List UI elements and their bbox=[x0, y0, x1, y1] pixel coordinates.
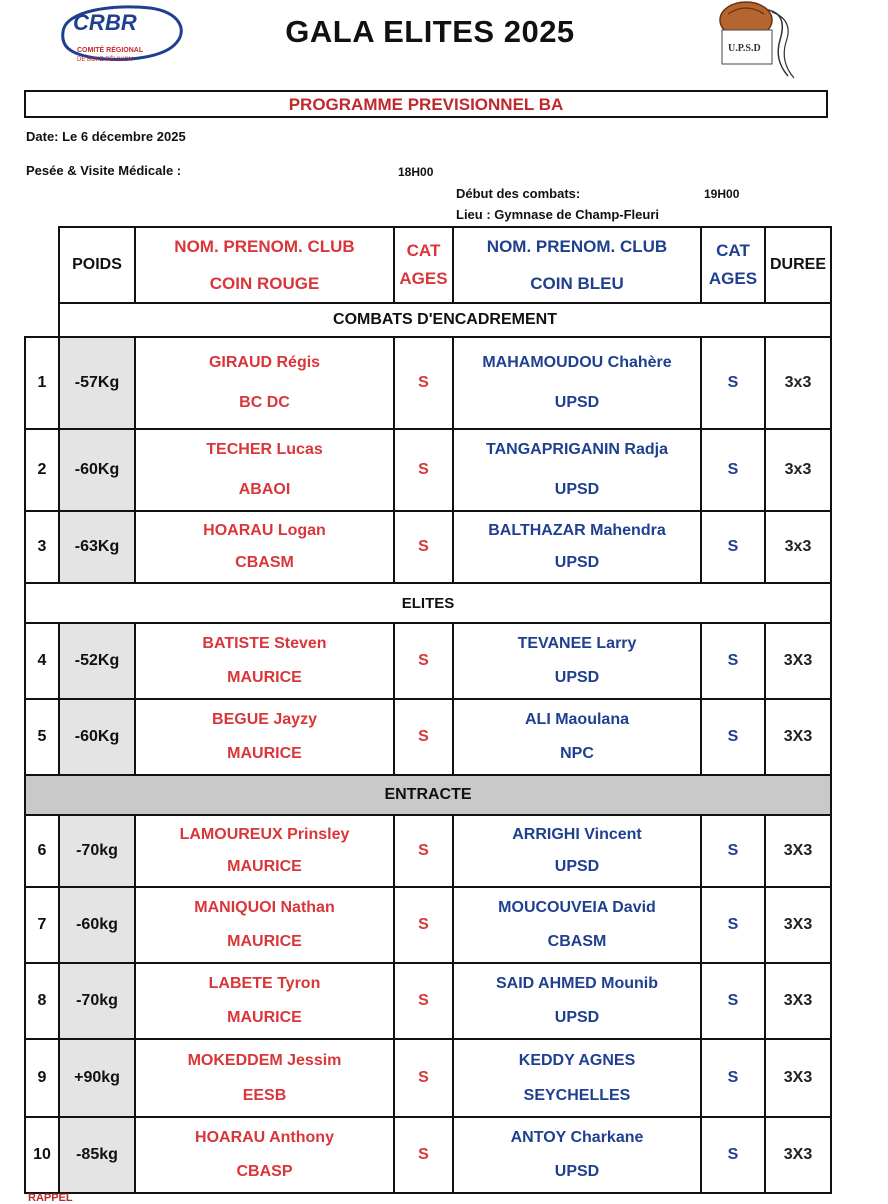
header-cat-red: CAT bbox=[406, 241, 441, 260]
red-fighter bbox=[135, 511, 394, 583]
blue-fighter-club: UPSD bbox=[554, 669, 600, 686]
blue-fighter bbox=[453, 887, 701, 963]
red-fighter-club: MAURICE bbox=[227, 1009, 302, 1026]
blue-fighter-club: UPSD bbox=[554, 481, 600, 498]
blue-category: S bbox=[701, 511, 765, 583]
header-blue-name: NOM. PRENOM. CLUB bbox=[486, 237, 668, 256]
blue-fighter-name: ANTOY Charkane bbox=[510, 1129, 644, 1146]
bout-weight: -85kg bbox=[59, 1117, 135, 1193]
blue-category: S bbox=[701, 1039, 765, 1117]
blue-fighter-club: UPSD bbox=[554, 554, 600, 571]
blue-fighter-club: CBASM bbox=[547, 933, 607, 950]
program-table bbox=[24, 226, 832, 1194]
red-fighter-name: BEGUE Jayzy bbox=[212, 711, 317, 728]
bout-number: 3 bbox=[25, 511, 59, 583]
blue-fighter-club: UPSD bbox=[554, 1163, 600, 1180]
table-row bbox=[25, 1117, 831, 1193]
svg-text:BR: BR bbox=[105, 10, 137, 35]
red-category: S bbox=[394, 1117, 453, 1193]
bout-number: 8 bbox=[25, 963, 59, 1039]
section-row bbox=[25, 583, 831, 623]
header-cat-ages-red bbox=[394, 227, 453, 303]
start-label: Début des combats: bbox=[456, 186, 581, 201]
red-category: S bbox=[394, 337, 453, 429]
section-encadrement: COMBATS D'ENCADREMENT bbox=[59, 303, 831, 337]
red-category: S bbox=[394, 1039, 453, 1117]
red-fighter bbox=[135, 1117, 394, 1193]
blue-fighter bbox=[453, 623, 701, 699]
red-fighter-club: MAURICE bbox=[227, 669, 302, 686]
blue-fighter-club: NPC bbox=[560, 745, 594, 762]
bout-duration: 3X3 bbox=[765, 963, 831, 1039]
blue-category: S bbox=[701, 963, 765, 1039]
blue-category: S bbox=[701, 337, 765, 429]
svg-text:CR: CR bbox=[73, 10, 105, 35]
weigh-in-label: Pesée & Visite Médicale : bbox=[26, 163, 182, 178]
red-fighter bbox=[135, 429, 394, 511]
bout-duration: 3x3 bbox=[765, 337, 831, 429]
bout-duration: 3X3 bbox=[765, 699, 831, 775]
upsd-logo bbox=[708, 0, 800, 80]
blue-fighter-club: UPSD bbox=[554, 394, 600, 411]
blue-fighter bbox=[453, 1039, 701, 1117]
bout-number: 10 bbox=[25, 1117, 59, 1193]
blue-fighter-name: MAHAMOUDOU Chahère bbox=[482, 354, 672, 371]
bout-number: 1 bbox=[25, 337, 59, 429]
blue-fighter-name: ALI Maoulana bbox=[524, 711, 629, 728]
footer-reminder: RAPPEL bbox=[28, 1192, 73, 1204]
red-category: S bbox=[394, 623, 453, 699]
table-header-row bbox=[25, 227, 831, 303]
blue-fighter-name: MOUCOUVEIA David bbox=[498, 899, 656, 916]
red-fighter-club: EESB bbox=[242, 1087, 287, 1104]
red-fighter-name: GIRAUD Régis bbox=[208, 354, 321, 371]
red-fighter-club: CBASP bbox=[236, 1163, 293, 1180]
table-row bbox=[25, 511, 831, 583]
svg-text:U.P.S.D: U.P.S.D bbox=[728, 43, 761, 54]
svg-text:COMITÉ RÉGIONAL: COMITÉ RÉGIONAL bbox=[77, 47, 144, 54]
bout-weight: -60kg bbox=[59, 887, 135, 963]
blue-category: S bbox=[701, 1117, 765, 1193]
section-entracte: ENTRACTE bbox=[25, 775, 831, 815]
header-cat-blue: CAT bbox=[716, 241, 750, 260]
blue-fighter-name: ARRIGHI Vincent bbox=[512, 826, 642, 843]
blue-fighter-club: SEYCHELLES bbox=[523, 1087, 631, 1104]
blue-category: S bbox=[701, 429, 765, 511]
red-fighter bbox=[135, 815, 394, 887]
section-row bbox=[25, 303, 831, 337]
blue-category: S bbox=[701, 887, 765, 963]
weigh-in-time: 18H00 bbox=[398, 165, 434, 179]
bout-weight: -63Kg bbox=[59, 511, 135, 583]
header-red-name: NOM. PRENOM. CLUB bbox=[174, 237, 355, 256]
header-weight: POIDS bbox=[59, 227, 135, 303]
table-row bbox=[25, 623, 831, 699]
bout-weight: -52Kg bbox=[59, 623, 135, 699]
bout-number: 6 bbox=[25, 815, 59, 887]
blue-fighter bbox=[453, 429, 701, 511]
red-fighter bbox=[135, 699, 394, 775]
red-fighter bbox=[135, 887, 394, 963]
red-fighter-name: LAMOUREUX Prinsley bbox=[179, 826, 350, 843]
red-fighter-name: MANIQUOI Nathan bbox=[194, 899, 335, 916]
blue-category: S bbox=[701, 623, 765, 699]
blue-fighter-name: KEDDY AGNES bbox=[518, 1052, 636, 1069]
red-fighter bbox=[135, 963, 394, 1039]
blue-fighter bbox=[453, 337, 701, 429]
blue-fighter-club: UPSD bbox=[554, 1009, 600, 1026]
blue-fighter-club: UPSD bbox=[554, 858, 600, 875]
blue-category: S bbox=[701, 699, 765, 775]
red-fighter-club: ABAOI bbox=[238, 481, 291, 498]
blue-fighter bbox=[453, 815, 701, 887]
svg-text:DE BOXE RÉUNION: DE BOXE RÉUNION bbox=[77, 57, 134, 63]
event-date: Date: Le 6 décembre 2025 bbox=[26, 129, 186, 144]
header-red-corner-label: COIN ROUGE bbox=[209, 274, 320, 293]
bout-weight: -70kg bbox=[59, 963, 135, 1039]
bout-duration: 3X3 bbox=[765, 887, 831, 963]
table-row bbox=[25, 699, 831, 775]
header-blue-corner bbox=[453, 227, 701, 303]
header-duration: DUREE bbox=[765, 227, 831, 303]
red-fighter bbox=[135, 623, 394, 699]
bout-weight: -60Kg bbox=[59, 699, 135, 775]
bout-number: 5 bbox=[25, 699, 59, 775]
blue-fighter-name: TEVANEE Larry bbox=[517, 635, 637, 652]
venue: Lieu : Gymnase de Champ-Fleuri bbox=[456, 207, 659, 222]
start-time: 19H00 bbox=[704, 187, 740, 201]
section-blank bbox=[25, 303, 59, 337]
red-category: S bbox=[394, 511, 453, 583]
bout-duration: 3X3 bbox=[765, 1117, 831, 1193]
blue-fighter bbox=[453, 1117, 701, 1193]
blue-fighter-name: TANGAPRIGANIN Radja bbox=[486, 441, 668, 458]
header-blank bbox=[25, 227, 59, 303]
bout-duration: 3X3 bbox=[765, 623, 831, 699]
bout-number: 7 bbox=[25, 887, 59, 963]
table-row bbox=[25, 815, 831, 887]
red-fighter bbox=[135, 337, 394, 429]
blue-fighter bbox=[453, 963, 701, 1039]
bout-weight: -57Kg bbox=[59, 337, 135, 429]
bout-duration: 3x3 bbox=[765, 511, 831, 583]
header-red-corner bbox=[135, 227, 394, 303]
table-row bbox=[25, 887, 831, 963]
header-cat-ages-blue bbox=[701, 227, 765, 303]
red-fighter-club: MAURICE bbox=[227, 858, 302, 875]
red-fighter-name: MOKEDDEM Jessim bbox=[187, 1052, 342, 1069]
red-category: S bbox=[394, 699, 453, 775]
table-row bbox=[25, 963, 831, 1039]
red-fighter bbox=[135, 1039, 394, 1117]
red-fighter-name: BATISTE Steven bbox=[202, 635, 327, 652]
red-fighter-name: TECHER Lucas bbox=[206, 441, 323, 458]
bout-duration: 3x3 bbox=[765, 429, 831, 511]
bout-weight: +90kg bbox=[59, 1039, 135, 1117]
section-row bbox=[25, 775, 831, 815]
page-title: GALA ELITES 2025 bbox=[285, 14, 575, 49]
header-ages-red: AGES bbox=[399, 269, 448, 288]
red-fighter-name: HOARAU Anthony bbox=[195, 1129, 334, 1146]
red-category: S bbox=[394, 963, 453, 1039]
red-fighter-name: HOARAU Logan bbox=[203, 522, 326, 539]
bout-weight: -70kg bbox=[59, 815, 135, 887]
bout-duration: 3X3 bbox=[765, 815, 831, 887]
header-ages-blue: AGES bbox=[708, 269, 758, 288]
blue-fighter-name: SAID AHMED Mounib bbox=[495, 975, 659, 992]
red-category: S bbox=[394, 815, 453, 887]
red-fighter-name: LABETE Tyron bbox=[208, 975, 321, 992]
red-fighter-club: MAURICE bbox=[227, 933, 302, 950]
red-category: S bbox=[394, 429, 453, 511]
red-fighter-club: BC DC bbox=[239, 394, 290, 411]
blue-category: S bbox=[701, 815, 765, 887]
blue-fighter bbox=[453, 699, 701, 775]
red-fighter-club: CBASM bbox=[235, 554, 294, 571]
bout-number: 9 bbox=[25, 1039, 59, 1117]
header-blue-corner-label: COIN BLEU bbox=[530, 274, 624, 293]
bout-number: 4 bbox=[25, 623, 59, 699]
table-row bbox=[25, 337, 831, 429]
table-row bbox=[25, 429, 831, 511]
red-fighter-club: MAURICE bbox=[227, 745, 302, 762]
bout-weight: -60Kg bbox=[59, 429, 135, 511]
bout-number: 2 bbox=[25, 429, 59, 511]
red-category: S bbox=[394, 887, 453, 963]
blue-fighter-name: BALTHAZAR Mahendra bbox=[488, 522, 666, 539]
blue-fighter bbox=[453, 511, 701, 583]
table-row bbox=[25, 1039, 831, 1117]
section-elites: ELITES bbox=[25, 583, 831, 623]
program-title: PROGRAMME PREVISIONNEL BA bbox=[24, 90, 828, 118]
bout-duration: 3X3 bbox=[765, 1039, 831, 1117]
